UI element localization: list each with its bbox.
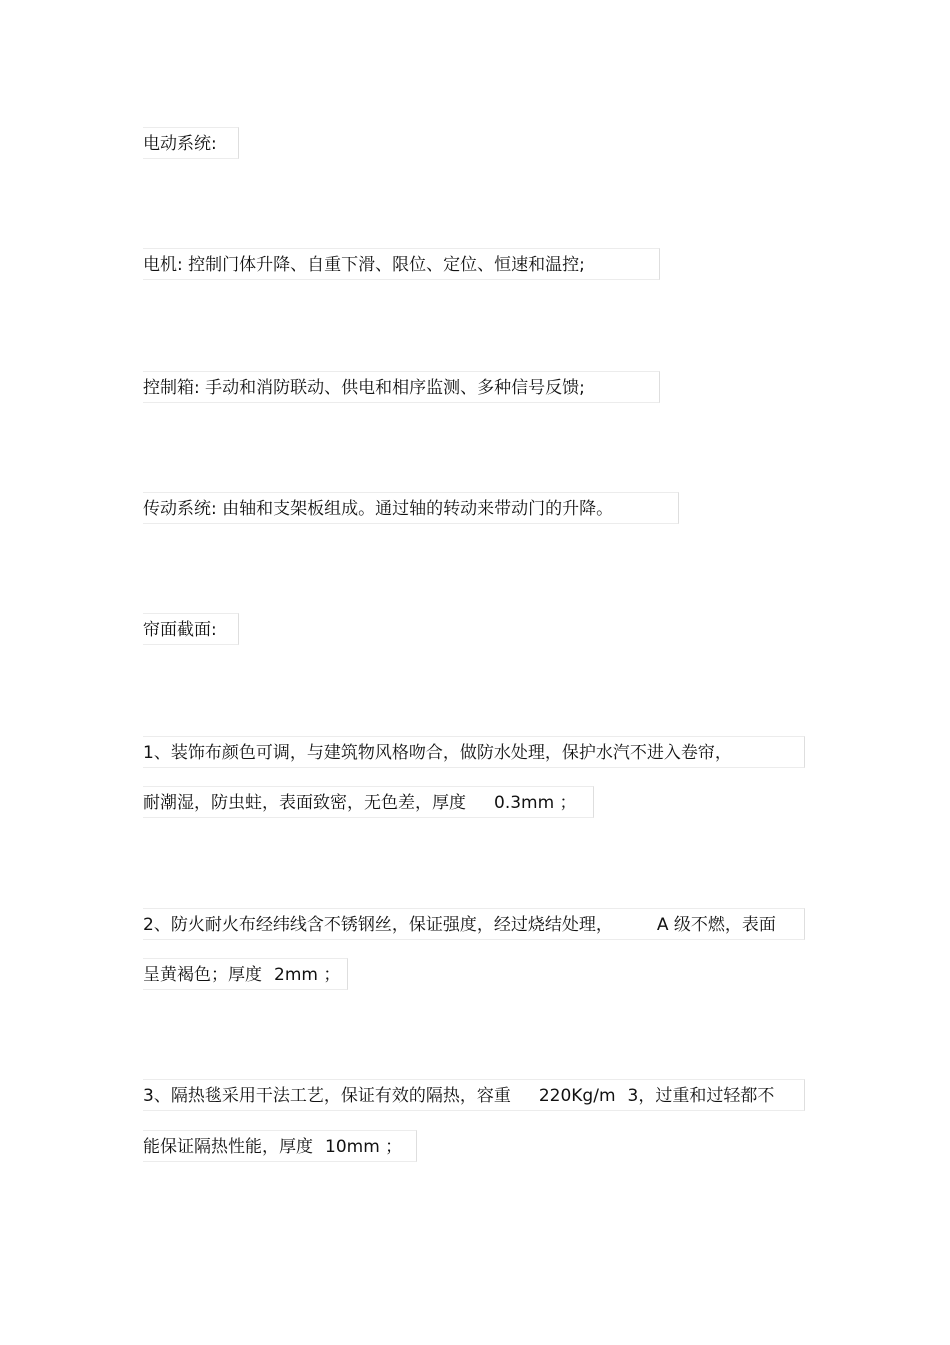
item-1-line-1: 1、装饰布颜色可调，与建筑物风格吻合，做防水处理，保护水汽不进入卷帘， [143, 736, 805, 768]
heading-electric-system: 电动系统: [143, 127, 239, 159]
item-3-line-1-text: 3、隔热毯采用干法工艺，保证有效的隔热，容重 [143, 1086, 511, 1106]
item-3-line-2 [143, 1130, 417, 1162]
item-3-line-1 [143, 1079, 805, 1111]
item-2-line-1 [143, 908, 805, 940]
item-1-line-2 [143, 786, 594, 818]
item-2-line-2 [143, 958, 348, 990]
item-2-thickness: 2mm ； [274, 965, 341, 985]
item-2-line-1-text: 2、防火耐火布经纬线含不锈钢丝，保证强度，经过烧结处理， [143, 915, 613, 935]
item-2-line-2-text: 呈黄褐色；厚度 [143, 965, 262, 985]
item-2-grade: A 级不燃，表面 [656, 915, 776, 935]
text-control-box: 控制箱: 手动和消防联动、供电和相序监测、多种信号反馈; [143, 371, 660, 403]
item-3-line-2-text: 能保证隔热性能，厚度 [143, 1137, 313, 1157]
heading-curtain-section: 帘面截面: [143, 613, 239, 645]
item-3-line-1-rest: 3，过重和过轻都不 [627, 1086, 775, 1106]
item-3-thickness: 10mm ； [325, 1137, 403, 1157]
item-1-thickness: 0.3mm ； [494, 793, 577, 813]
text-transmission-system: 传动系统: 由轴和支架板组成。通过轴的转动来带动门的升降。 [143, 492, 679, 524]
item-3-density: 220Kg/m [538, 1086, 616, 1106]
item-1-line-2-text: 耐潮湿，防虫蛀，表面致密，无色差，厚度 [143, 793, 466, 813]
text-motor: 电机: 控制门体升降、自重下滑、限位、定位、恒速和温控; [143, 248, 660, 280]
